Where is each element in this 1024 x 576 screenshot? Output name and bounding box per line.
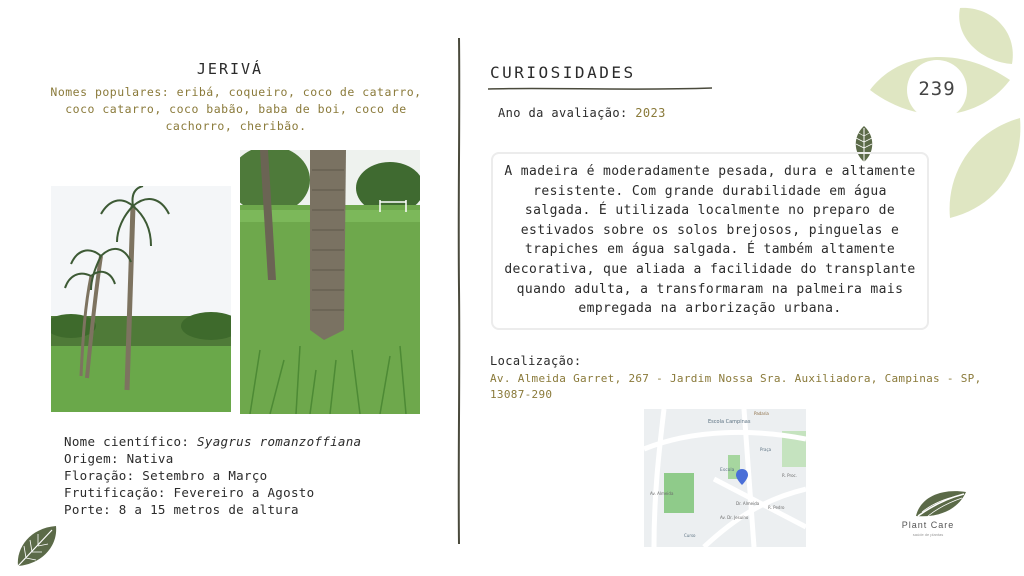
map-label: R. Proc. bbox=[782, 473, 797, 478]
origin-row: Origem: Nativa bbox=[64, 451, 174, 466]
scientific-name-label: Nome científico: bbox=[64, 434, 198, 449]
scientific-name-value: Syagrus romanzoffiana bbox=[197, 434, 362, 449]
map-label: R. Pedro bbox=[768, 505, 785, 510]
curiosities-title: CURIOSIDADES bbox=[490, 63, 636, 82]
flowering-row: Floração: Setembro a Março bbox=[64, 468, 268, 483]
year-value: 2023 bbox=[635, 106, 666, 120]
brand-tagline: saúde de plantas bbox=[912, 532, 944, 537]
evaluation-year bbox=[498, 106, 666, 120]
plant-care-logo bbox=[912, 486, 968, 520]
species-title: JERIVÁ bbox=[196, 60, 264, 78]
map-label: Av. Dr. Jesuíno bbox=[720, 515, 749, 520]
location-label: Localização: bbox=[490, 354, 582, 368]
brand-name: Plant Care bbox=[901, 520, 955, 530]
year-label: Ano da avaliação: bbox=[498, 106, 636, 120]
size-row: Porte: 8 a 15 metros de altura bbox=[64, 502, 299, 517]
location-address: Av. Almeida Garret, 267 - Jardim Nossa Sra. Auxiliadora, Campinas - SP, 13087-290 bbox=[490, 372, 982, 401]
species-facts bbox=[64, 433, 361, 518]
map-label: Escola bbox=[720, 468, 735, 473]
leaf-icon bbox=[12, 522, 60, 570]
map-label: Praça bbox=[760, 447, 772, 452]
popular-names: Nomes populares: eribá, coqueiro, coco de catarro, coco catarro, coco babão, baba de boi, coco de cachorro, cheribão. bbox=[50, 85, 422, 133]
palm-trees-photo bbox=[51, 186, 231, 412]
map-label: Dr. Almeida bbox=[736, 501, 760, 506]
title-underline bbox=[488, 86, 712, 92]
trunk-photo bbox=[240, 150, 420, 414]
fruiting-row: Frutificação: Fevereiro a Agosto bbox=[64, 485, 315, 500]
map-label: Curso bbox=[684, 533, 696, 538]
map-label: Av. Almeida bbox=[650, 491, 674, 496]
map-label: Padaria bbox=[754, 411, 769, 416]
vertical-divider bbox=[455, 38, 463, 544]
map-label: Escola Campinas bbox=[708, 419, 751, 425]
curiosities-text-box: A madeira é moderadamente pesada, dura e altamente resistente. Com grande durabilidade em água salgada. É utilizada localmente no preparo de estivados sobre os solos brejosos, pinguelas e trapiches em água salgada. É também altamente decorativa, que aliada a facilidade do transplante quando adulta, a transformaram na palmeira mais empregada na arborização urbana. bbox=[491, 152, 929, 330]
page-number: 239 bbox=[918, 78, 956, 100]
location-map[interactable] bbox=[644, 409, 806, 547]
scientific-name-row bbox=[64, 433, 361, 450]
